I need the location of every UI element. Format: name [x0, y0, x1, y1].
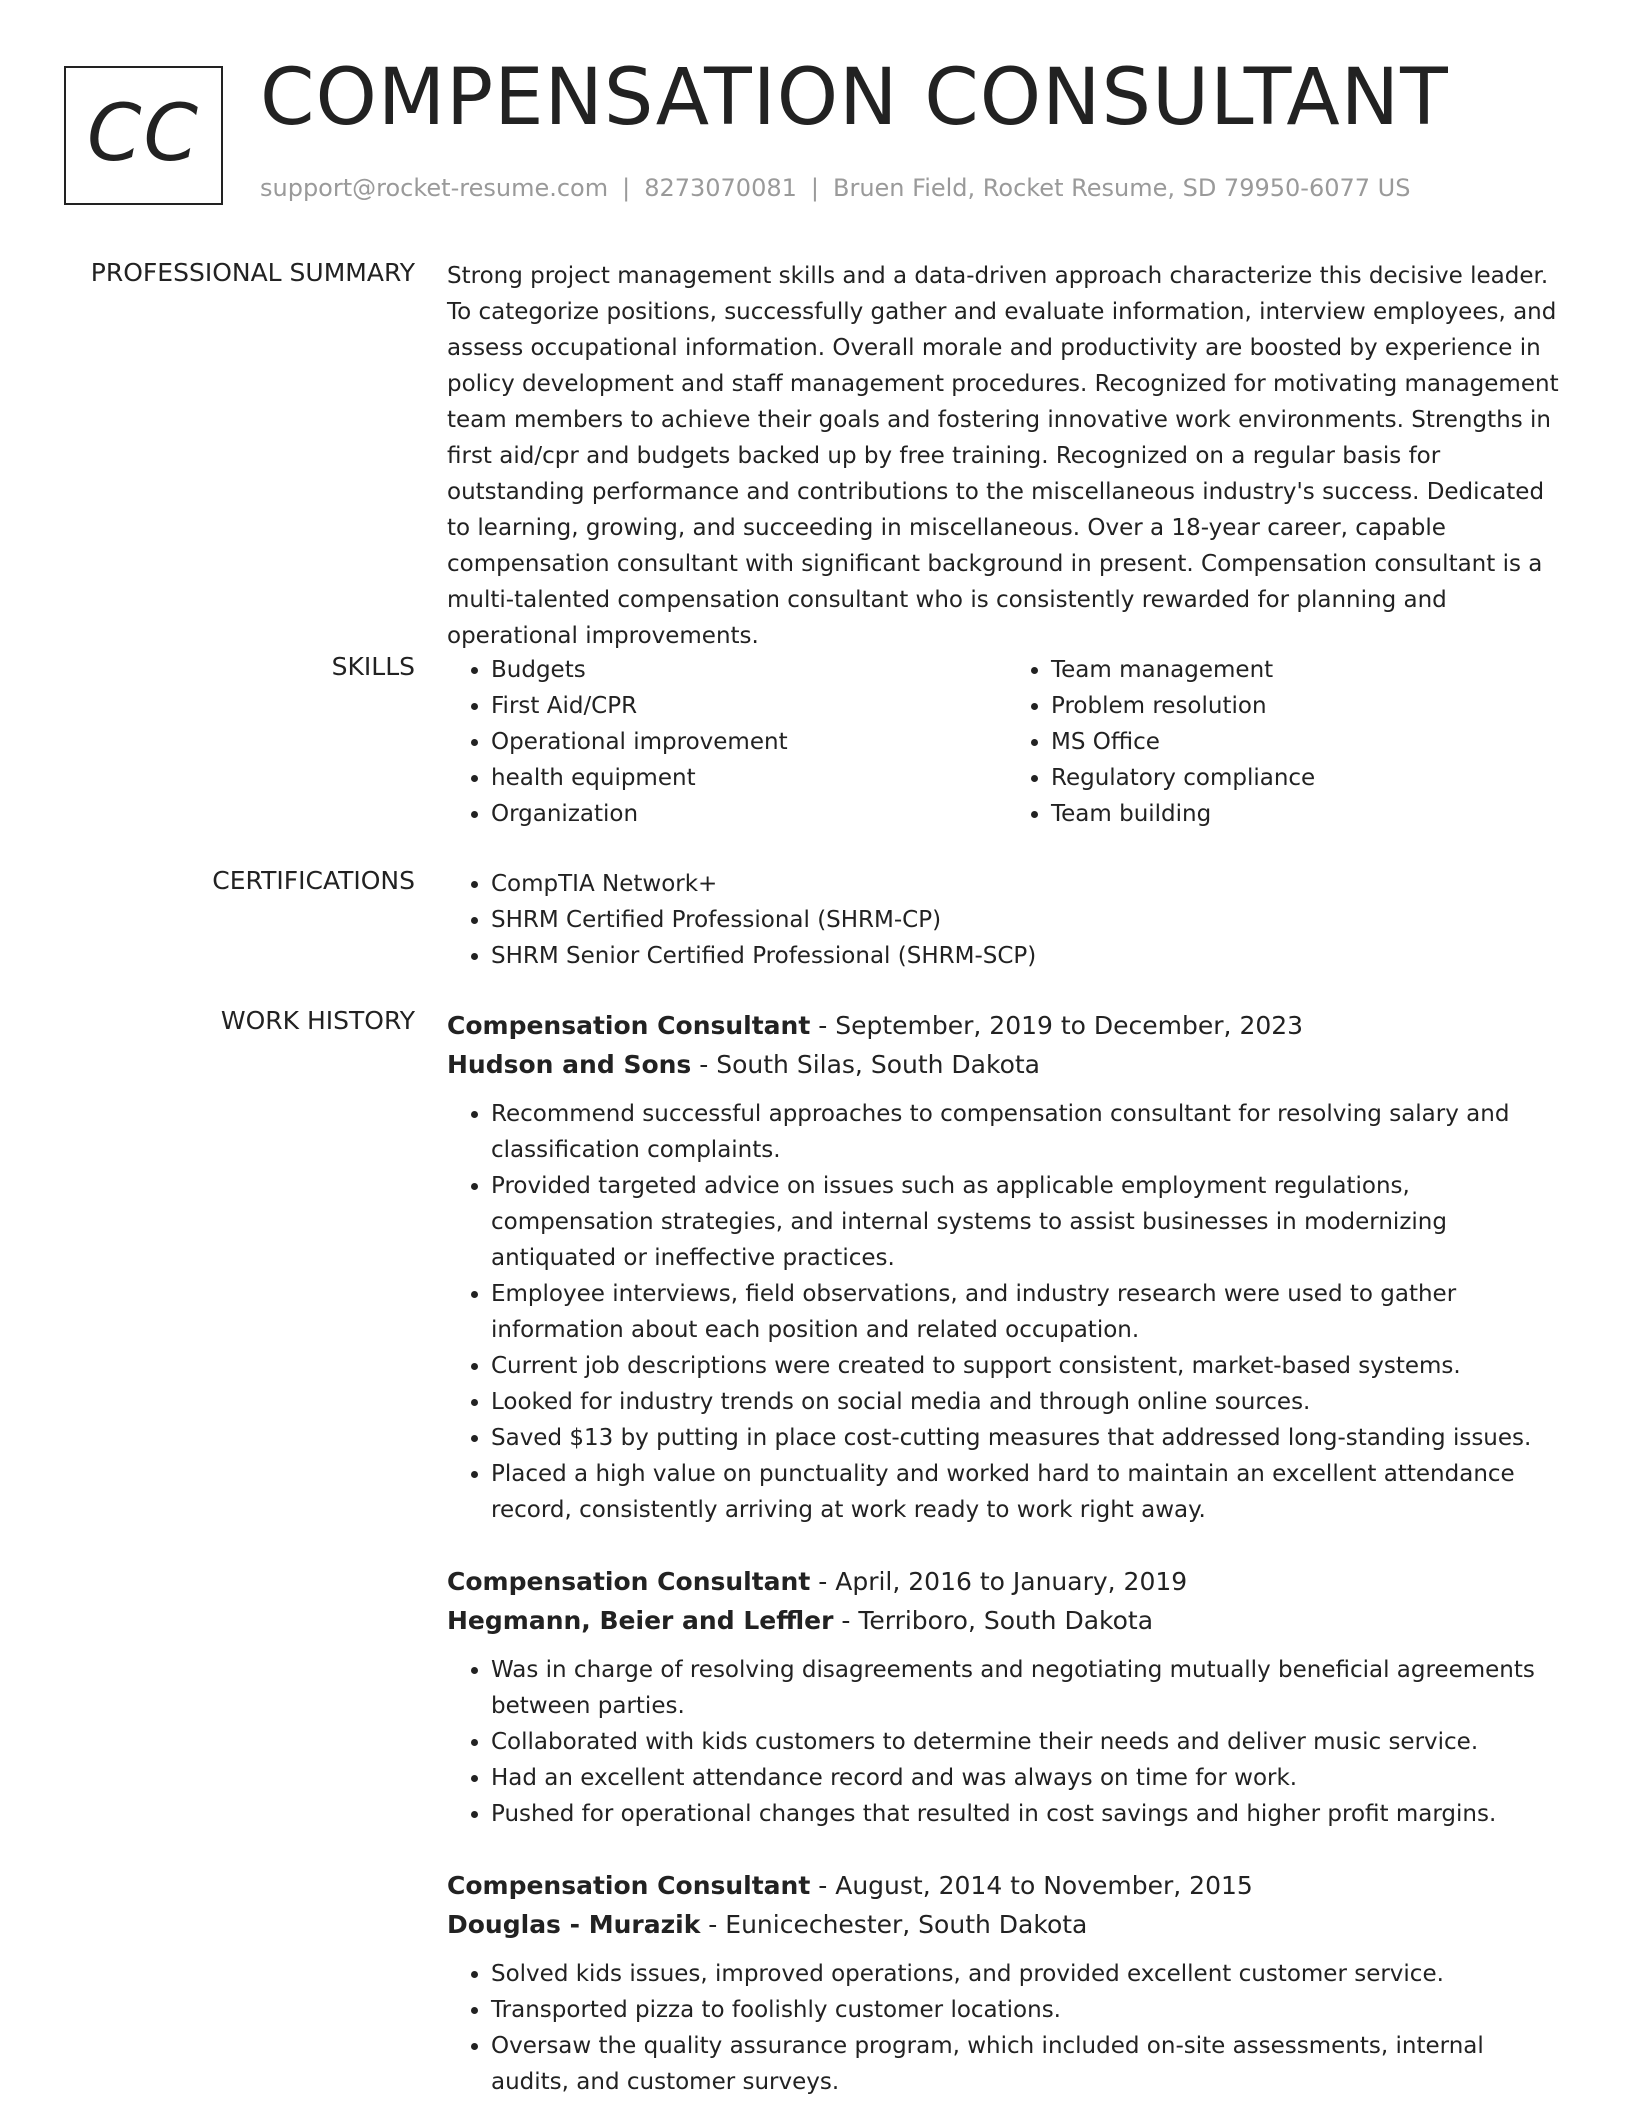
job-company: Hegmann, Beier and Leffler — [447, 1606, 834, 1635]
job-bullets — [447, 1652, 1567, 1832]
certification-item: • SHRM Senior Certified Professional (SHRM-SCP) — [491, 938, 1567, 974]
job-company-line — [447, 1045, 1567, 1084]
skills-label: SKILLS — [331, 652, 415, 681]
skill-item: • Regulatory compliance — [1051, 760, 1567, 796]
email-text: support@rocket-resume.com — [260, 174, 609, 202]
job-location: - South Silas, South Dakota — [691, 1050, 1041, 1079]
job-bullet: • Looked for industry trends on social media and through online sources. — [491, 1384, 1567, 1420]
job-bullets — [447, 1096, 1567, 1528]
skill-item: • health equipment — [491, 760, 1007, 796]
job-entry — [447, 1006, 1567, 1528]
job-bullet: • Placed a high value on punctuality and worked hard to maintain an excellent attendance record, consistently arriving at work ready to work right away. — [491, 1456, 1567, 1528]
certifications-label: CERTIFICATIONS — [212, 866, 415, 895]
job-bullet: • Had an excellent attendance record and was always on time for work. — [491, 1760, 1567, 1796]
skill-item: • MS Office — [1051, 724, 1567, 760]
job-bullet: • Was in charge of resolving disagreements and negotiating mutually beneficial agreements between parties. — [491, 1652, 1567, 1724]
skill-item: • Team management — [1051, 652, 1567, 688]
job-bullet: • Provided targeted advice on issues such as applicable employment regulations, compensation strategies, and internal systems to assist businesses in modernizing antiquated or ineffective practices. — [491, 1168, 1567, 1276]
skill-item: • Problem resolution — [1051, 688, 1567, 724]
skills-list-right — [1007, 652, 1567, 832]
job-bullet: • Transported pizza to foolishly customer locations. — [491, 1992, 1567, 2028]
work-history-label: WORK HISTORY — [220, 1006, 415, 1035]
phone-text: 8273070081 — [644, 174, 797, 202]
job-location: - Eunicechester, South Dakota — [700, 1910, 1088, 1939]
summary-label: PROFESSIONAL SUMMARY — [90, 258, 415, 287]
job-company: Douglas - Murazik — [447, 1910, 701, 1939]
job-entry — [447, 1866, 1567, 2100]
initials-text: CC — [87, 88, 200, 179]
skill-item: • Budgets — [491, 652, 1007, 688]
job-bullets — [447, 1956, 1567, 2100]
skills-list-left — [447, 652, 1007, 832]
job-dates: - September, 2019 to December, 2023 — [810, 1011, 1304, 1040]
job-dates: - April, 2016 to January, 2019 — [810, 1567, 1188, 1596]
job-bullet: • Solved kids issues, improved operations, and provided excellent customer service. — [491, 1956, 1567, 1992]
job-bullet: • Collaborated with kids customers to determine their needs and deliver music service. — [491, 1724, 1567, 1760]
summary-content — [447, 258, 1567, 654]
job-entry — [447, 1562, 1567, 1832]
contact-separator: | — [622, 174, 631, 202]
work-history-content — [447, 1006, 1567, 2100]
job-title-line — [447, 1866, 1567, 1905]
skill-item: • Organization — [491, 796, 1007, 832]
job-bullet: • Recommend successful approaches to compensation consultant for resolving salary and classification complaints. — [491, 1096, 1567, 1168]
job-location: - Terriboro, South Dakota — [833, 1606, 1154, 1635]
skill-item: • Team building — [1051, 796, 1567, 832]
job-company-line — [447, 1601, 1567, 1640]
certifications-list — [447, 866, 1567, 974]
certification-item: • SHRM Certified Professional (SHRM-CP) — [491, 902, 1567, 938]
skill-item: • Operational improvement — [491, 724, 1007, 760]
contact-separator: | — [810, 174, 819, 202]
skill-item: • First Aid/CPR — [491, 688, 1007, 724]
job-title: Compensation Consultant — [447, 1871, 811, 1900]
address-text: Bruen Field, Rocket Resume, SD 79950-6077 US — [832, 174, 1411, 202]
certification-item: • CompTIA Network+ — [491, 866, 1567, 902]
job-bullet: • Pushed for operational changes that resulted in cost savings and higher profit margins. — [491, 1796, 1567, 1832]
job-company: Hudson and Sons — [447, 1050, 692, 1079]
initials-monogram — [64, 66, 223, 205]
job-bullet: • Saved $13 by putting in place cost-cutting measures that addressed long-standing issues. — [491, 1420, 1567, 1456]
job-title: Compensation Consultant — [447, 1011, 811, 1040]
job-bullet: • Oversaw the quality assurance program, which included on-site assessments, internal audits, and customer surveys. — [491, 2028, 1567, 2100]
certifications-content — [447, 866, 1567, 974]
job-title: Compensation Consultant — [447, 1567, 811, 1596]
job-bullet: • Current job descriptions were created to support consistent, market-based systems. — [491, 1348, 1567, 1384]
skills-content — [447, 652, 1567, 832]
contact-line — [260, 174, 1410, 202]
job-title-line — [447, 1562, 1567, 1601]
job-title-line — [447, 1006, 1567, 1045]
job-bullet: • Employee interviews, field observations, and industry research were used to gather information about each position and related occupation. — [491, 1276, 1567, 1348]
page-title: COMPENSATION CONSULTANT — [260, 53, 1449, 143]
job-dates: - August, 2014 to November, 2015 — [810, 1871, 1253, 1900]
summary-text: Strong project management skills and a data-driven approach characterize this decisive leader. To categorize positions, successfully gather and evaluate information, interview employees, and assess occupational information. Overall morale and productivity are boosted by experience in policy development and staff management procedures. Recognized for motivating management team members to achieve their goals and fostering innovative work environments. Strengths in first aid/cpr and budgets backed up by free training. Recognized on a regular basis for outstanding performance and contributions to the miscellaneous industry's success. Dedicated to learning, growing, and succeeding in miscellaneous. Over a 18-year career, capable compensation consultant with significant background in present. Compensation consultant is a multi-talented compensation consultant who is consistently rewarded for planning and operational improvements. — [447, 263, 1559, 649]
job-company-line — [447, 1905, 1567, 1944]
